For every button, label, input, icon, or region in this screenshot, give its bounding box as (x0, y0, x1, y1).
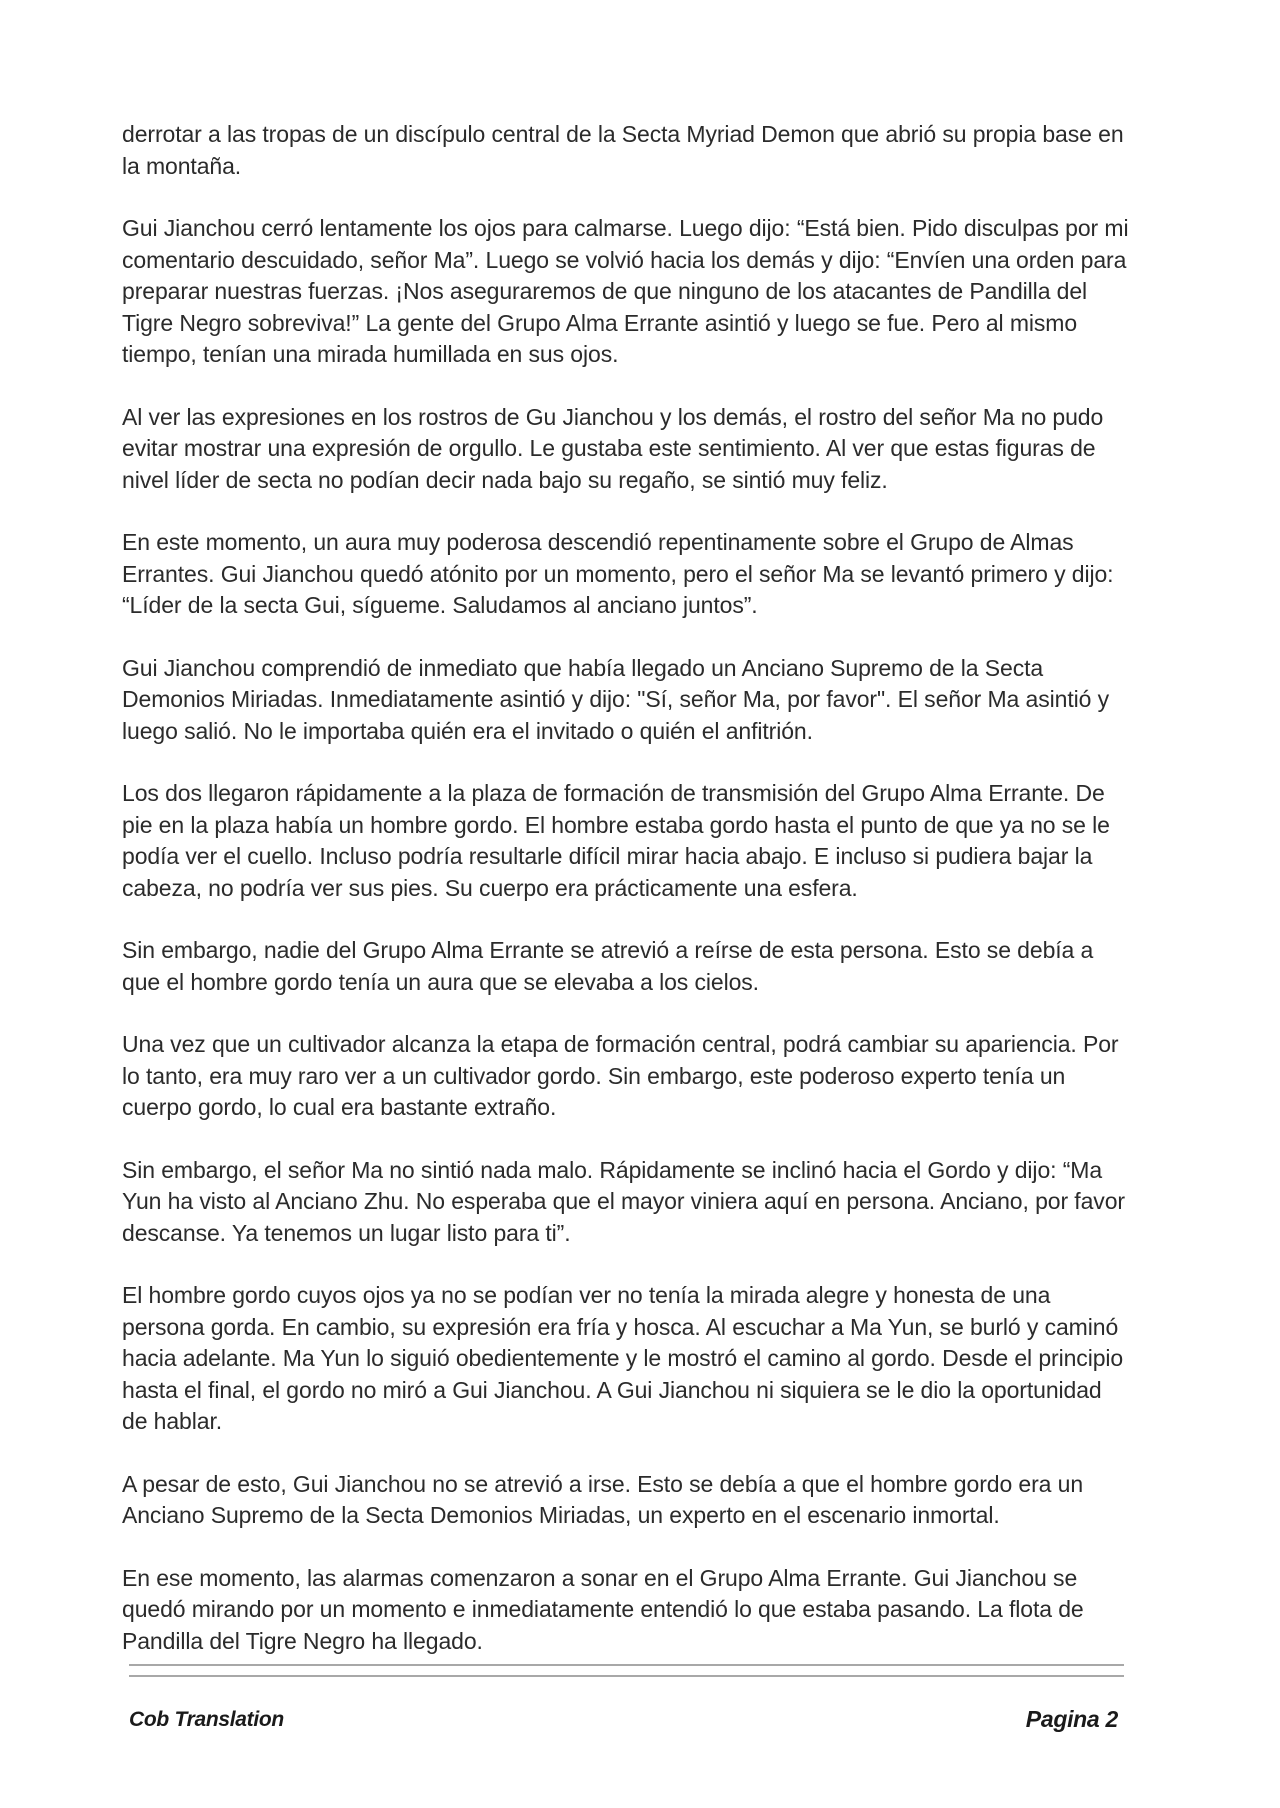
paragraph-10: El hombre gordo cuyos ojos ya no se podían ver no tenía la mirada alegre y honesta de una persona gorda. En cambio, su expresión era fría y hosca. Al escuchar a Ma Yun, se burló y caminó hacia adelante. Ma Yun lo siguió obedientemente y le mostró el camino al gordo. Desde el principio hasta el final, el gordo no miró a Gui Jianchou. A Gui Jianchou ni siquiera se le dio la oportunidad de hablar. (122, 1282, 1124, 1434)
paragraph-5: Gui Jianchou comprendió de inmediato que había llegado un Anciano Supremo de la Secta Demonios Miriadas. Inmediatamente asintió y dijo: "Sí, señor Ma, por favor". El señor Ma asintió y luego salió. No le importaba quién era el invitado o quién el anfitrión. (122, 654, 1110, 744)
paragraph-1: derrotar a las tropas de un discípulo central de la Secta Myriad Demon que abrió su propia base en la montaña. (122, 121, 1124, 179)
paragraph-12: En ese momento, las alarmas comenzaron a sonar en el Grupo Alma Errante. Gui Jianchou se quedó mirando por un momento e inmediatamente entendió lo que estaba pasando. La flota de Pandilla del Tigre Negro ha llegado. (122, 1564, 1084, 1654)
paragraph-8: Una vez que un cultivador alcanza la etapa de formación central, podrá cambiar su apariencia. Por lo tanto, era muy raro ver a un cultivador gordo. Sin embargo, este poderoso experto tenía un cuerpo gordo, lo cual era bastante extraño. (122, 1031, 1119, 1120)
document-body (122, 119, 1132, 1688)
paragraph-6: Los dos llegaron rápidamente a la plaza de formación de transmisión del Grupo Alma Errante. De pie en la plaza había un hombre gordo. El hombre estaba gordo hasta el punto de que ya no se le podía ver el cuello. Incluso podría resultarle difícil mirar hacia abajo. E incluso si pudiera bajar la cabeza, no podría ver sus pies. Su cuerpo era prácticamente una esfera. (122, 780, 1110, 901)
footer-divider-top (129, 1664, 1124, 1666)
footer-divider-bottom (129, 1675, 1124, 1677)
paragraph-4: En este momento, un aura muy poderosa descendió repentinamente sobre el Grupo de Almas Errantes. Gui Jianchou quedó atónito por un momento, pero el señor Ma se levantó primero y dijo: “Líder de la secta Gui, sígueme. Saludamos al anciano juntos”. (122, 529, 1114, 618)
paragraph-3: Al ver las expresiones en los rostros de Gu Jianchou y los demás, el rostro del señor Ma no pudo evitar mostrar una expresión de orgullo. Le gustaba este sentimiento. Al ver que estas figuras de nivel líder de secta no podían decir nada bajo su regaño, se sintió muy feliz. (122, 403, 1104, 493)
paragraph-11: A pesar de esto, Gui Jianchou no se atrevió a irse. Esto se debía a que el hombre gordo era un Anciano Supremo de la Secta Demonios Miriadas, un experto en el escenario inmortal. (122, 1470, 1084, 1528)
paragraph-2: Gui Jianchou cerró lentamente los ojos para calmarse. Luego dijo: “Está bien. Pido disculpas por mi comentario descuidado, señor Ma”. Luego se volvió hacia los demás y dijo: “Envíen una orden para preparar nuestras fuerzas. ¡Nos aseguraremos de que ninguno de los atacantes de Pandilla del Tigre Negro sobreviva!” La gente del Grupo Alma Errante asintió y luego se fue. Pero al mismo tiempo, tenían una mirada humillada en sus ojos. (122, 215, 1129, 367)
footer-translator-credit: Cob Translation (129, 1708, 284, 1731)
paragraph-9: Sin embargo, el señor Ma no sintió nada malo. Rápidamente se inclinó hacia el Gordo y dijo: “Ma Yun ha visto al Anciano Zhu. No esperaba que el mayor viniera aquí en persona. Anciano, por favor descanse. Ya tenemos un lugar listo para ti”. (122, 1156, 1125, 1246)
footer-page-number: Pagina 2 (1025, 1706, 1118, 1732)
paragraph-7: Sin embargo, nadie del Grupo Alma Errante se atrevió a reírse de esta persona. Esto se debía a que el hombre gordo tenía un aura que se elevaba a los cielos. (122, 937, 1094, 995)
